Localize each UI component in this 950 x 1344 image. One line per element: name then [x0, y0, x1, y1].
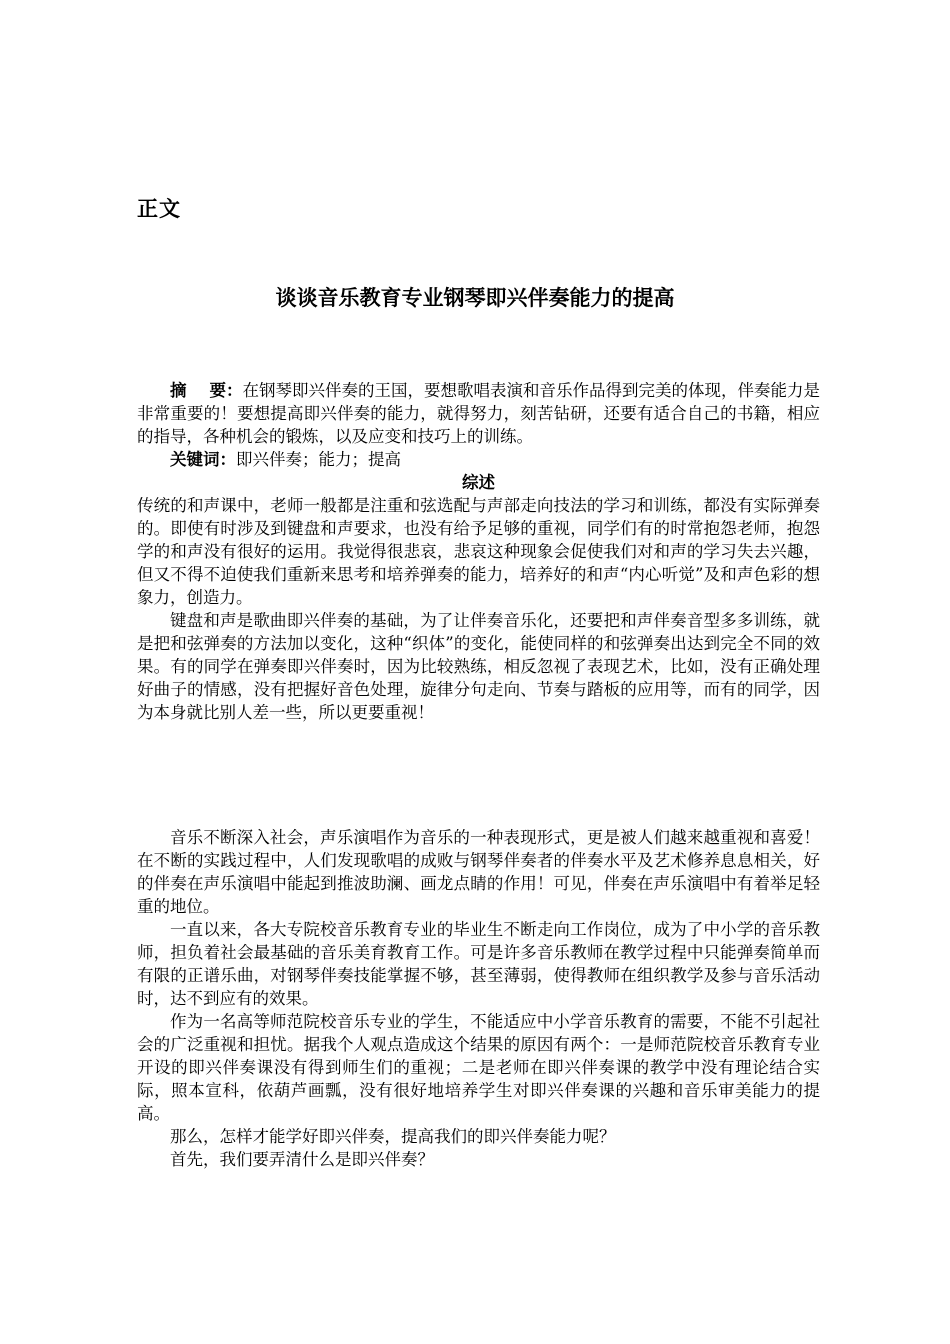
main-paragraph-3: 作为一名高等师范院校音乐专业的学生，不能适应中小学音乐教育的需要，不能不引起社会的广泛重视和担忧。据我个人观点造成这个结果的原因有两个：一是师范院校音乐教育专业开设的即兴伴奏课没有得到师生们的重视；二是老师在即兴伴奏课的教学中没有理论结合实际，照本宣科，依葫芦画瓢，没有很好地培养学生对即兴伴奏课的兴趣和音乐审美能力的提高。	[137, 1012, 820, 1123]
abstract-label: 摘 要：	[170, 381, 243, 400]
main-text-section	[137, 826, 820, 1171]
abstract-text: 在钢琴即兴伴奏的王国，要想歌唱表演和音乐作品得到完美的体现，伴奏能力是非常重要的！要想提高即兴伴奏的能力，就得努力，刻苦钻研，还要有适合自己的书籍，相应的指导，各种机会的锻炼，以及应变和技巧上的训练。	[137, 381, 820, 446]
review-paragraph-2: 键盘和声是歌曲即兴伴奏的基础，为了让伴奏音乐化，还要把和声伴奏音型多多训练，就是把和弦弹奏的方法加以变化，这种“织体”的变化，能使同样的和弦弹奏出达到完全不同的效果。有的同学在弹奏即兴伴奏时，因为比较熟练，相反忽视了表现艺术，比如，没有正确处理好曲子的情感，没有把握好音色处理，旋律分句走向、节奏与踏板的应用等，而有的同学，因为本身就比别人差一些，所以更要重视！	[137, 611, 820, 722]
abstract-section	[137, 379, 820, 724]
keywords-paragraph	[137, 448, 820, 471]
document-title: 谈谈音乐教育专业钢琴即兴伴奏能力的提高	[275, 286, 675, 310]
main-paragraph-4: 那么，怎样才能学好即兴伴奏，提高我们的即兴伴奏能力呢？	[170, 1127, 616, 1146]
main-paragraph-5: 首先，我们要弄清什么是即兴伴奏？	[170, 1150, 434, 1169]
review-paragraph-1: 传统的和声课中，老师一般都是注重和弦选配与声部走向技法的学习和训练，都没有实际弹奏的。即使有时涉及到键盘和声要求，也没有给予足够的重视，同学们有的时常抱怨老师，抱怨学的和声没有很好的运用。我觉得很悲哀，悲哀这种现象会促使我们对和声的学习失去兴趣，但又不得不迫使我们重新来思考和培养弹奏的能力，培养好的和声“内心听觉”及和声色彩的想象力，创造力。	[137, 496, 820, 607]
keywords-text: 即兴伴奏；能力；提高	[236, 450, 401, 469]
section-label: 正文	[137, 197, 181, 221]
keywords-label: 关键词：	[170, 450, 236, 469]
main-paragraph-1: 音乐不断深入社会，声乐演唱作为音乐的一种表现形式，更是被人们越来越重视和喜爱！在不断的实践过程中，人们发现歌唱的成败与钢琴伴奏者的伴奏水平及艺术修养息息相关，好的伴奏在声乐演唱中能起到推波助澜、画龙点睛的作用！可见，伴奏在声乐演唱中有着举足轻重的地位。	[137, 828, 820, 916]
review-heading: 综述	[462, 473, 495, 492]
main-paragraph-2: 一直以来，各大专院校音乐教育专业的毕业生不断走向工作岗位，成为了中小学的音乐教师，担负着社会最基础的音乐美育教育工作。可是许多音乐教师在教学过程中只能弹奏简单而有限的正谱乐曲，对钢琴伴奏技能掌握不够，甚至薄弱，使得教师在组织教学及参与音乐活动时，达不到应有的效果。	[137, 920, 820, 1008]
abstract-paragraph	[137, 379, 820, 448]
